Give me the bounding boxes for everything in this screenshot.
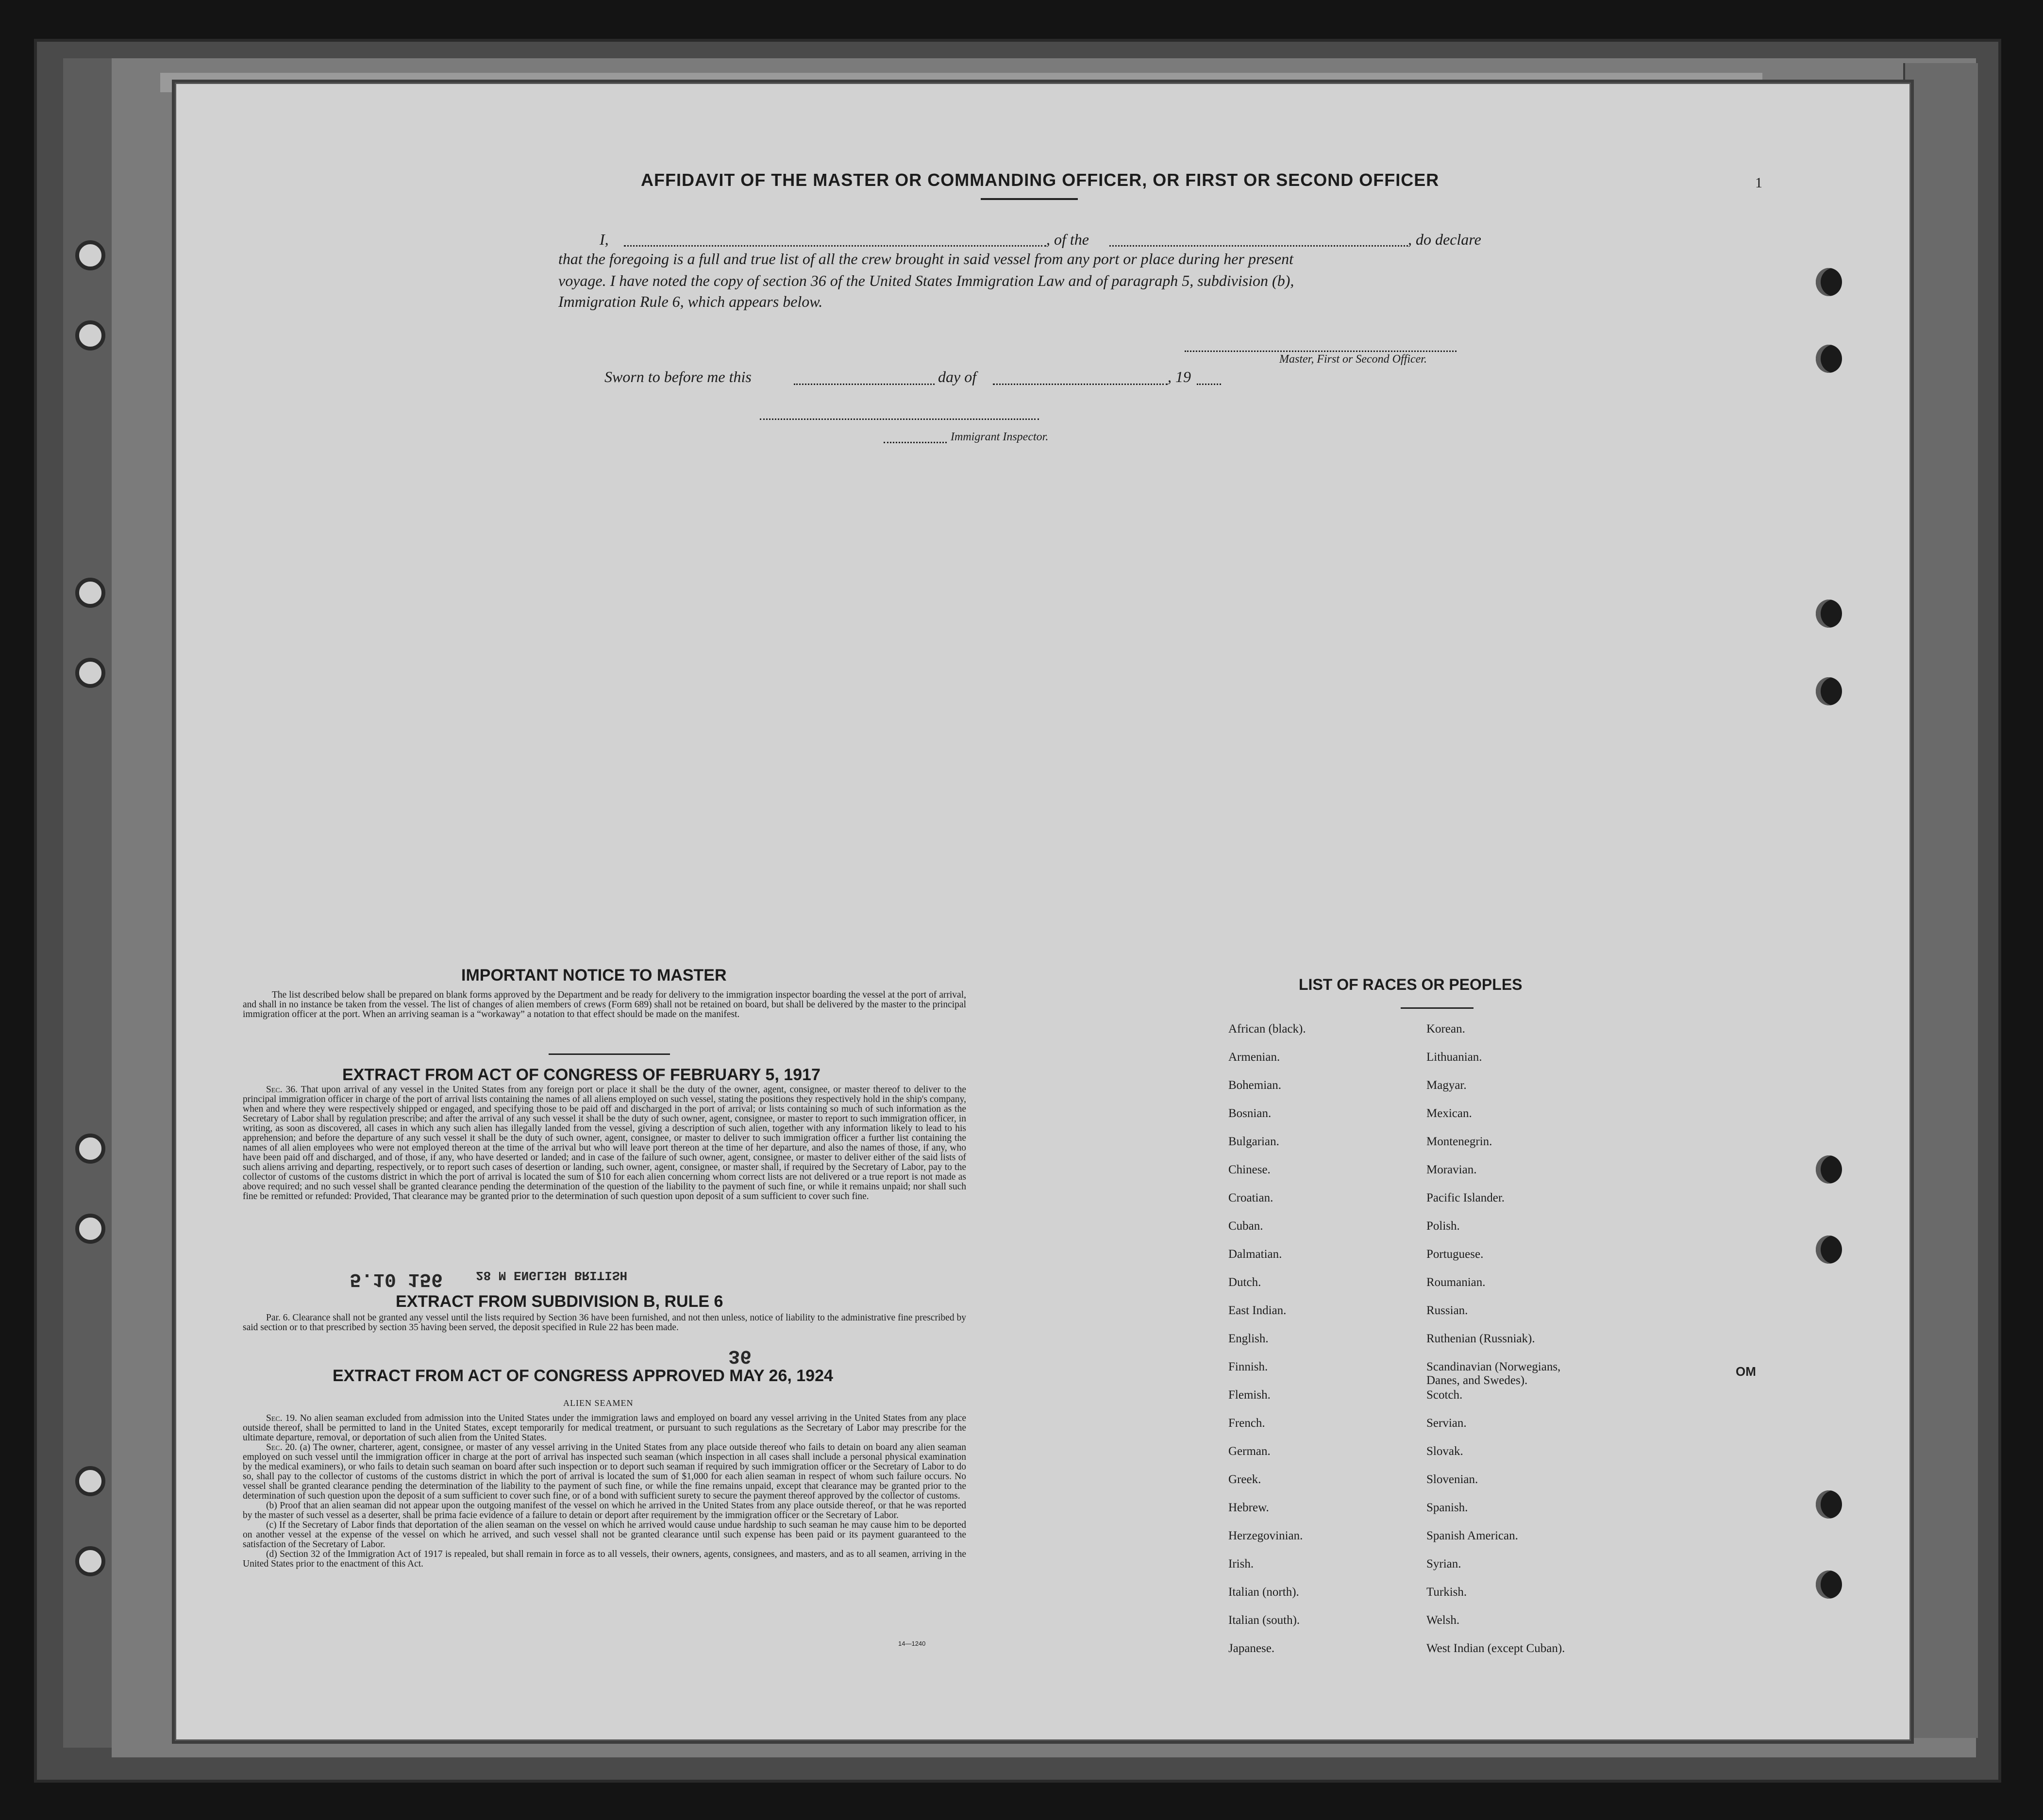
race-item: Polish. — [1426, 1219, 1460, 1233]
punch-hole — [1816, 268, 1842, 296]
affidavit-of-the: , of the — [1046, 231, 1089, 248]
affidavit-line-3: voyage. I have noted the copy of section 36 of the United States Immigration Law and of paragraph 5, subdivision (b), — [558, 272, 1294, 289]
race-item: Dalmatian. — [1228, 1248, 1282, 1261]
races-rule — [1401, 1007, 1474, 1009]
race-item: Montenegrin. — [1426, 1135, 1492, 1148]
race-item: Bohemian. — [1228, 1079, 1282, 1092]
race-item: Slovak. — [1426, 1445, 1463, 1458]
races-right-column — [1426, 1022, 1591, 1670]
race-item: Bulgarian. — [1228, 1135, 1279, 1148]
vessel-blank — [1109, 245, 1408, 247]
race-item: Scandinavian (Norwegians, Danes, and Swedes). — [1426, 1360, 1561, 1387]
race-item: Korean. — [1426, 1022, 1465, 1035]
binder-hole — [75, 1546, 105, 1576]
race-item: Moravian. — [1426, 1163, 1477, 1176]
inspector-label: Immigrant Inspector. — [951, 431, 1049, 443]
race-item: Syrian. — [1426, 1557, 1461, 1570]
race-item: Dutch. — [1228, 1276, 1261, 1289]
day-blank — [794, 384, 935, 385]
races-left-column — [1228, 1022, 1306, 1670]
binder-hole — [75, 320, 105, 351]
title-rule — [981, 198, 1078, 200]
sec-20-body: (a) The owner, charterer, agent, consignee, or master of any vessel arriving in the United States from any place outside thereof who fails to detain on board any alien seaman employed on such vessel until the immigration officer in charge at the port of arrival has inspected such seaman (which inspection in all cases shall include a personal physical examination by the medical examiners), or who fails to detain such seaman on board after such inspection or to deport such seaman if required by such immigration officer or the Secretary of Labor to do so, shall pay to the collector of customs of the customs district in which the port of arrival is located the sum of $1,000 for each alien seaman in respect of whom such failure occurs. No vessel shall be granted clearance pending the determination of the liability to the payment of such fine, or while the fine remains unpaid, except that clearance may be granted prior to the determination of such question upon the deposit of a sum sufficient to cover such fine, or of a bond with sufficient surety to secure the payment thereof approved by the collector of customs. — [243, 1442, 966, 1501]
punch-hole — [1816, 345, 1842, 373]
sec-20-c — [243, 1520, 966, 1550]
year-text: , 19 — [1168, 368, 1191, 385]
sec-20-b — [243, 1501, 966, 1520]
extract-1924-body — [243, 1414, 966, 1569]
sec-19-body: No alien seaman excluded from admission into the United States under the immigration laws and employed on board any vessel arriving in the United States from any place outside thereof, shall be permitted to land in the United States, except temporarily for medical treatment, or pursuant to such regulations as the Secretary of Labor may prescribe for the ultimate departure, removal, or deportation of such alien from the United States. — [243, 1413, 966, 1443]
master-label: Master, First or Second Officer. — [1279, 353, 1427, 366]
sec-20-label: Sec. 20. — [266, 1442, 297, 1453]
race-item: Lithuanian. — [1426, 1051, 1482, 1064]
race-item: Turkish. — [1426, 1586, 1467, 1599]
binder-hole — [75, 1466, 105, 1496]
month-blank — [993, 384, 1168, 385]
sec-19-label: Sec. 19. — [266, 1413, 297, 1423]
bleed-through-row: 5.10 156 — [350, 1268, 443, 1290]
sec-20-c-body: (c) If the Secretary of Labor finds that deportation of the alien seaman on the vessel on which he arrived would cause undue hardship to such seaman he may cause him to be deported on another vessel at the expense of the vessel on which he arrived, and such vessel shall not be granted clearance until such expense has been paid or its payment guaranteed to the satisfaction of the Secretary of Labor. — [243, 1520, 966, 1550]
race-item: German. — [1228, 1445, 1271, 1458]
binder-hole — [75, 658, 105, 688]
race-item: Slovenian. — [1426, 1473, 1478, 1486]
race-item: Roumanian. — [1426, 1276, 1486, 1289]
race-item: Welsh. — [1426, 1614, 1460, 1627]
race-item: Ruthenian (Russniak). — [1426, 1332, 1535, 1345]
binder-hole — [75, 1214, 105, 1244]
punch-hole — [1816, 1236, 1842, 1264]
sec-20-d-body: (d) Section 32 of the Immigration Act of 1917 is repealed, but shall remain in force as to all vessels, their owners, agents, consignees, and masters, and as to all seamen, arriving in the United States prior to the enactment of this Act. — [243, 1549, 966, 1569]
race-item: Scotch. — [1426, 1388, 1463, 1402]
sec-20-text — [243, 1443, 966, 1501]
binder-hole — [75, 578, 105, 608]
race-item: Finnish. — [1228, 1360, 1268, 1373]
race-item: Spanish American. — [1426, 1529, 1518, 1542]
bleed-through-number: 36 — [728, 1345, 752, 1367]
extract-1917-text — [243, 1085, 966, 1202]
race-item: Irish. — [1228, 1557, 1254, 1570]
par-6-label: Par. 6. — [266, 1313, 290, 1323]
race-item: Japanese. — [1228, 1642, 1275, 1655]
punch-hole — [1816, 677, 1842, 705]
bleed-through-row-mid: 28 M ENGLISH BRITISH — [476, 1268, 628, 1283]
inspector-lead-line — [884, 442, 947, 443]
affidavit-i: I, — [600, 231, 609, 248]
extract-rule6-text — [243, 1313, 966, 1333]
extract-rule6-title: EXTRACT FROM SUBDIVISION B, RULE 6 — [396, 1292, 723, 1311]
race-item: English. — [1228, 1332, 1269, 1345]
race-item: Spanish. — [1426, 1501, 1468, 1514]
par-6-body: Clearance shall not be granted any vessel until the lists required by Section 36 have been furnished, and not then unless, notice of liability to the administrative fine prescribed by said section or to that prescribed by section 35 having been served, the deposit specified in Rule 22 has been made. — [243, 1313, 967, 1333]
race-item: West Indian (except Cuban). — [1426, 1642, 1565, 1655]
notice-title: IMPORTANT NOTICE TO MASTER — [461, 966, 727, 985]
race-item: Servian. — [1426, 1417, 1467, 1430]
inspector-signature-line — [760, 418, 1039, 420]
race-item: Russian. — [1426, 1304, 1468, 1317]
binder-hole — [75, 1134, 105, 1164]
race-item: Mexican. — [1426, 1107, 1472, 1120]
race-item: Herzegovinian. — [1228, 1529, 1303, 1542]
affidavit-declare: , do declare — [1408, 231, 1481, 248]
binder-hole — [75, 240, 105, 270]
punch-hole — [1816, 600, 1842, 628]
race-item: Cuban. — [1228, 1219, 1263, 1233]
form-number: 14—1240 — [898, 1640, 926, 1647]
extract-1924-title: EXTRACT FROM ACT OF CONGRESS APPROVED MAY 26, 1924 — [333, 1367, 833, 1385]
year-blank — [1197, 384, 1221, 385]
race-item: French. — [1228, 1417, 1265, 1430]
master-signature-line — [1185, 351, 1457, 352]
sec-36-body: That upon arrival of any vessel in the United States from any foreign port or place it shall be the duty of the owner, agent, consignee, or master thereof to deliver to the principal immigration officer in charge of the port of arrival lists containing the names of all aliens employed on such vessel, stating the positions they respectively hold in the ship's company, when and where they were respectively shipped or engaged, and specifying those to be paid off and discharged in the port of arrival; or lists containing so much of such information as the Secretary of Labor shall by regulation prescribe; and after the arrival of any such vessel it shall be the duty of such owner, agent, consignee, or master to report to such immigration officer, in writing, as soon as discovered, all cases in which any such alien has illegally landed from the vessel, giving a description of such alien, together with any information likely to lead to his apprehension; and before the departure of any such vessel it shall be the duty of such owner, agent, consignee, or master to deliver to such immigration officer a further list containing the names of all alien employees who were not employed thereon at the time of the arrival but who will leave port thereon at the time of her departure, and also the names of those, if any, who have been paid off and discharged, and of those, if any, who have deserted or landed; and in case of the failure of such owner, agent, consignee, or master to deliver either of the said lists of such aliens arriving and departing, respectively, or to report such cases of desertion or landing, such owner, agent, consignee, or master shall, if required by the Secretary of Labor, pay to the collector of customs of the customs district in which the port of arrival is located the sum of $10 for each alien concerning whom correct lists are not delivered or a true report is not made as above required; and no such vessel shall be granted clearance pending the determination of the question of the liability to the payment of such fine, or while it remains unpaid; nor shall such fine be remitted or refunded: Provided, That clearance may be granted prior to the determination of such question upon deposit of a sum sufficient to cover such fine. — [243, 1085, 966, 1202]
race-item: Chinese. — [1228, 1163, 1271, 1176]
race-item: Portuguese. — [1426, 1248, 1484, 1261]
race-item: East Indian. — [1228, 1304, 1287, 1317]
race-item: Armenian. — [1228, 1051, 1280, 1064]
race-item: Pacific Islander. — [1426, 1191, 1505, 1204]
sworn-text: Sworn to before me this — [604, 368, 752, 385]
name-blank — [624, 245, 1046, 247]
affidavit-title: AFFIDAVIT OF THE MASTER OR COMMANDING OFFICER, OR FIRST OR SECOND OFFICER — [641, 170, 1440, 190]
extract-1917-title: EXTRACT FROM ACT OF CONGRESS OF FEBRUARY 5, 1917 — [342, 1066, 821, 1084]
notice-rule — [549, 1053, 670, 1055]
right-page-edge — [1903, 63, 1978, 1738]
sec-36-label: Sec. 36. — [266, 1085, 298, 1095]
race-item: Magyar. — [1426, 1079, 1467, 1092]
sec-20-b-body: (b) Proof that an alien seaman did not appear upon the outgoing manifest of the vessel on which he arrived in the United States from any place outside thereof, or that he was reported by the master of such vessel as a deserter, shall be prima facie evidence of a failure to detain or deport after requirement by the immigration officer or the Secretary of Labor. — [243, 1501, 966, 1520]
punch-hole — [1816, 1570, 1842, 1599]
race-item: Greek. — [1228, 1473, 1261, 1486]
punch-hole — [1816, 1155, 1842, 1184]
affidavit-line-2: that the foregoing is a full and true list of all the crew brought in said vessel from any port or place during her present — [558, 250, 1293, 267]
margin-mark: OM — [1736, 1364, 1756, 1379]
race-item: African (black). — [1228, 1022, 1306, 1035]
race-item: Croatian. — [1228, 1191, 1273, 1204]
affidavit-line-4: Immigration Rule 6, which appears below. — [558, 293, 823, 310]
notice-text — [243, 990, 966, 1019]
sec-20-d — [243, 1550, 966, 1569]
sec-19-text — [243, 1414, 966, 1443]
page-number: 1 — [1755, 175, 1762, 191]
day-of-text: day of — [938, 368, 977, 385]
alien-seamen-subtitle: ALIEN SEAMEN — [563, 1398, 634, 1408]
race-item: Flemish. — [1228, 1388, 1271, 1402]
notice-text-body: The list described below shall be prepared on blank forms approved by the Department and be ready for delivery to the immigration inspector boarding the vessel at the port of arrival, and shall in no instance be taken from the vessel. The list of changes of alien members of crews (Form 689) shall not be retained on board, but shall be delivered by the master to the principal immigration officer at the port. When an arriving seaman is a “workaway” a notation to that effect should be made on the manifest. — [243, 990, 966, 1019]
race-item: Hebrew. — [1228, 1501, 1269, 1514]
punch-hole — [1816, 1490, 1842, 1519]
race-item: Italian (south). — [1228, 1614, 1300, 1627]
race-item: Bosnian. — [1228, 1107, 1272, 1120]
race-item: Italian (north). — [1228, 1586, 1299, 1599]
races-title: LIST OF RACES OR PEOPLES — [1299, 976, 1523, 993]
